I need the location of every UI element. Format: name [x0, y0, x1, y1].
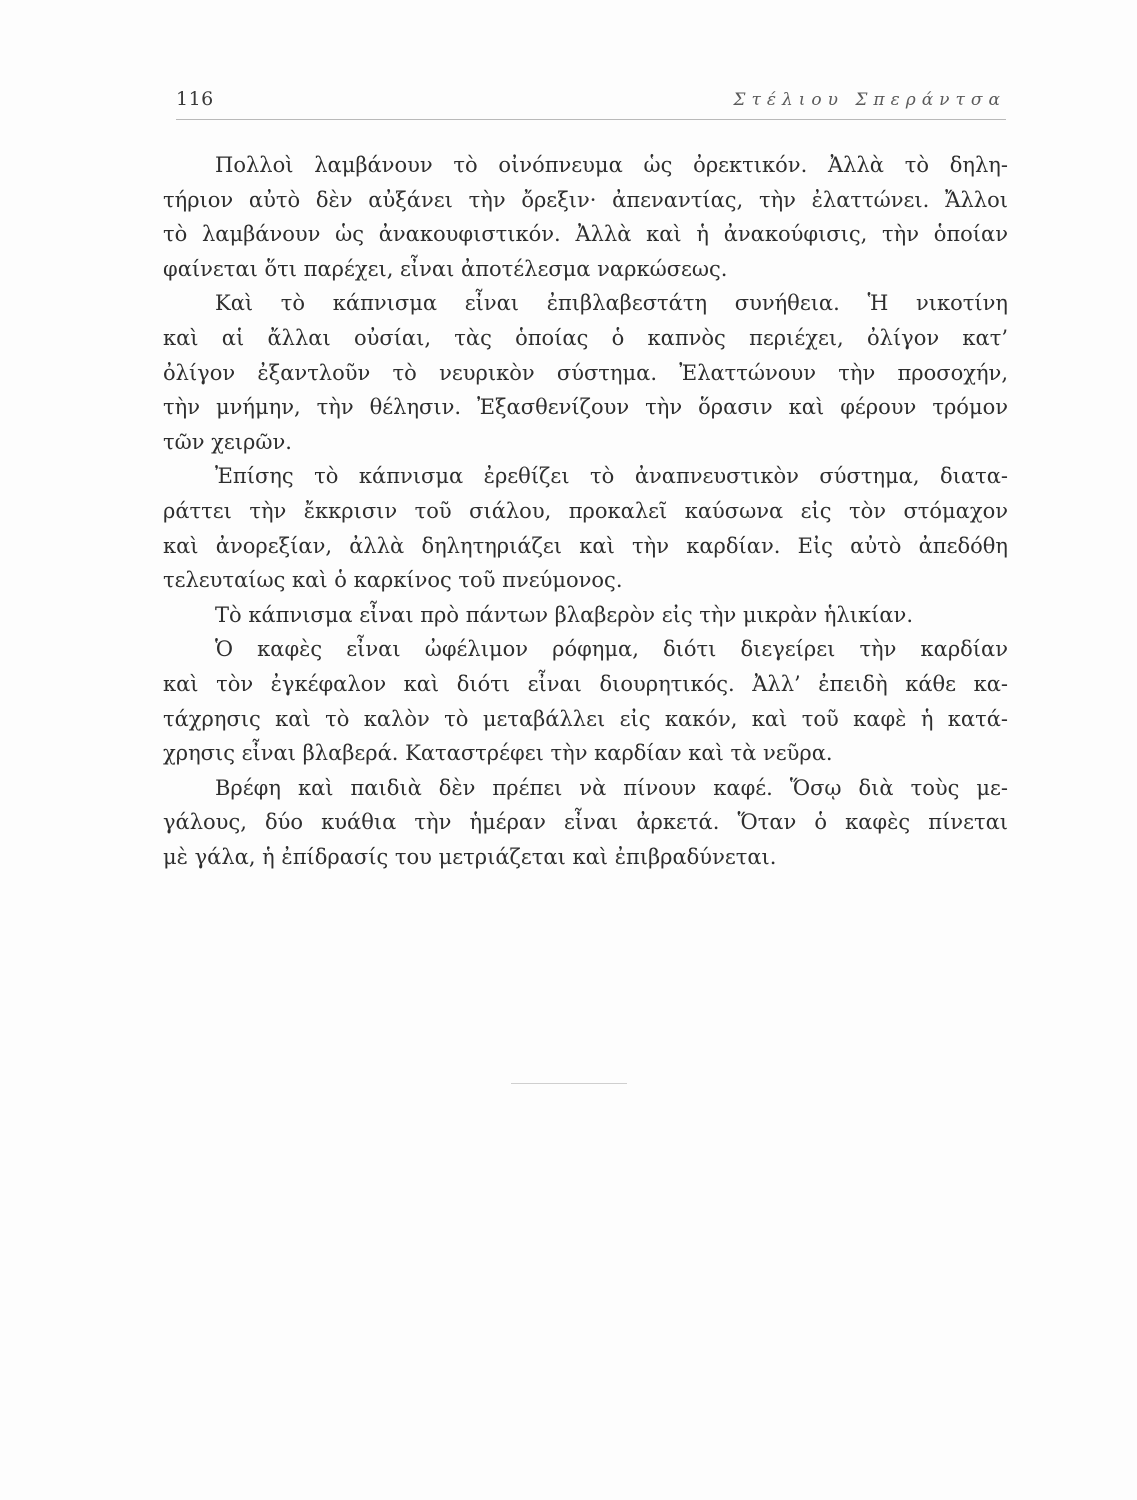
paragraph-coffee-children — [163, 771, 1008, 875]
text-line: τὸ λαμβάνουν ὡς ἀνακουφιστικόν. Ἀλλὰ καὶ ἡ ἀνακούφισις, τὴν ὁποίαν — [163, 222, 1008, 247]
text-line: τῶν χειρῶν. — [163, 429, 292, 454]
paragraph-alcohol — [163, 148, 1008, 286]
text-line: γάλους, δύο κυάθια τὴν ἡμέραν εἶναι ἀρκετά. Ὅταν ὁ καφὲς πίνεται — [163, 810, 1008, 835]
paragraph-smoking-effects — [163, 459, 1008, 597]
running-head: Στέλιου Σπεράντσα — [733, 90, 1006, 110]
body-text — [163, 148, 1008, 874]
text-line: τήριον αὐτὸ δὲν αὐξάνει τὴν ὄρεξιν· ἀπεναντίας, τὴν ἐλαττώνει. Ἄλλοι — [163, 187, 1008, 212]
text-line: Τὸ κάπνισμα εἶναι πρὸ πάντων βλαβερὸν εἰς τὴν μικρὰν ἡλικίαν. — [215, 602, 913, 627]
paragraph-smoking — [163, 286, 1008, 459]
text-line: ὀλίγον ἐξαντλοῦν τὸ νευρικὸν σύστημα. Ἐλαττώνουν τὴν προσοχήν, — [163, 360, 1008, 385]
text-line: Ἐπίσης τὸ κάπνισμα ἐρεθίζει τὸ ἀναπνευστικὸν σύστημα, διατα- — [215, 464, 1008, 489]
paragraph-coffee — [163, 632, 1008, 770]
paragraph-smoking-youth — [163, 598, 1008, 633]
text-line: καὶ τὸν ἐγκέφαλον καὶ διότι εἶναι διουρητικός. Ἀλλ’ ἐπειδὴ κάθε κα- — [163, 671, 1008, 696]
text-line: Καὶ τὸ κάπνισμα εἶναι ἐπιβλαβεστάτη συνήθεια. Ἡ νικοτίνη — [215, 291, 1008, 316]
footer-divider — [511, 1083, 627, 1084]
text-line: ράττει τὴν ἔκκρισιν τοῦ σιάλου, προκαλεῖ καύσωνα εἰς τὸν στόμαχον — [163, 498, 1008, 523]
text-line: τάχρησις καὶ τὸ καλὸν τὸ μεταβάλλει εἰς κακόν, καὶ τοῦ καφὲ ἡ κατά- — [163, 706, 1008, 731]
text-line: καὶ αἱ ἄλλαι οὐσίαι, τὰς ὁποίας ὁ καπνὸς περιέχει, ὀλίγον κατ’ — [163, 325, 1008, 350]
text-line: μὲ γάλα, ἡ ἐπίδρασίς του μετριάζεται καὶ ἐπιβραδύνεται. — [163, 844, 777, 869]
page-number: 116 — [176, 88, 214, 110]
text-line: τελευταίως καὶ ὁ καρκίνος τοῦ πνεύμονος. — [163, 568, 623, 593]
text-line: φαίνεται ὅτι παρέχει, εἶναι ἀποτέλεσμα ναρκώσεως. — [163, 256, 728, 281]
text-line: Βρέφη καὶ παιδιὰ δὲν πρέπει νὰ πίνουν καφέ. Ὅσῳ διὰ τοὺς με- — [215, 775, 1008, 800]
header-divider — [176, 119, 1006, 120]
text-line: Ὁ καφὲς εἶναι ὠφέλιμον ρόφημα, διότι διεγείρει τὴν καρδίαν — [215, 637, 1008, 662]
text-line: Πολλοὶ λαμβάνουν τὸ οἰνόπνευμα ὡς ὀρεκτικόν. Ἀλλὰ τὸ δηλη- — [215, 153, 1008, 177]
text-line: χρησις εἶναι βλαβερά. Καταστρέφει τὴν καρδίαν καὶ τὰ νεῦρα. — [163, 741, 833, 766]
page-header — [176, 88, 1006, 118]
text-line: καὶ ἀνορεξίαν, ἀλλὰ δηλητηριάζει καὶ τὴν καρδίαν. Εἰς αὐτὸ ἀπεδόθη — [163, 533, 1008, 558]
text-line: τὴν μνήμην, τὴν θέλησιν. Ἐξασθενίζουν τὴν ὅρασιν καὶ φέρουν τρόμον — [163, 395, 1008, 420]
